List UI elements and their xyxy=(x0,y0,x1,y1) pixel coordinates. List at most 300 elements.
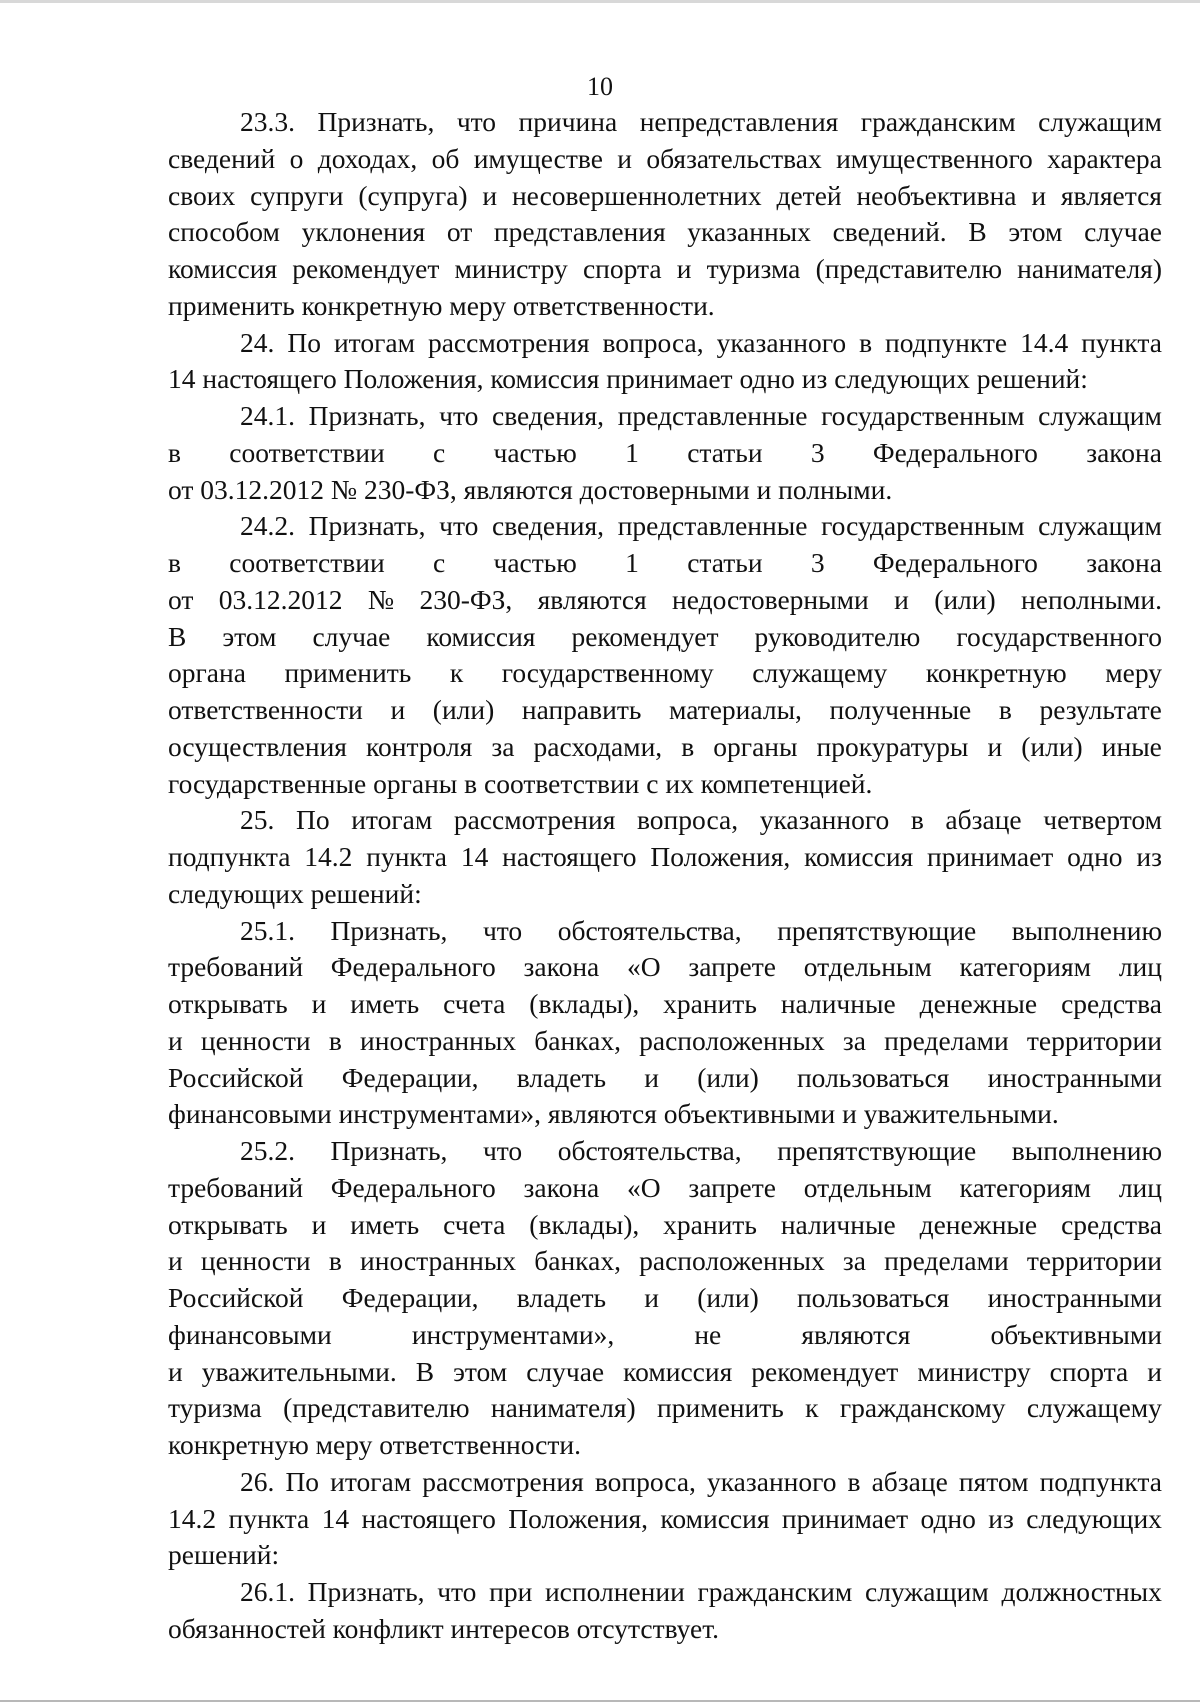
word: требований xyxy=(168,951,304,983)
word: и xyxy=(617,142,632,174)
word: наличные xyxy=(780,988,896,1019)
word: территории xyxy=(1026,1245,1162,1277)
word: и xyxy=(894,583,909,615)
word: в xyxy=(859,326,873,358)
word: с xyxy=(432,547,446,578)
word: четвертом xyxy=(1043,804,1162,836)
word: комиссия xyxy=(168,253,278,284)
word: отдельным xyxy=(803,951,932,983)
word: закона xyxy=(1086,547,1162,578)
word: и xyxy=(987,730,1003,762)
word: комиссия xyxy=(660,1502,770,1534)
word: итогам xyxy=(333,326,415,358)
text-line xyxy=(168,1207,1162,1244)
word: денежные xyxy=(919,988,1038,1019)
word: Российской xyxy=(168,1061,304,1093)
word: в xyxy=(998,694,1012,725)
paragraph-first-line xyxy=(168,802,1162,839)
word: за xyxy=(842,1245,866,1277)
word: к xyxy=(449,657,464,689)
paragraph-first-line xyxy=(168,1133,1162,1170)
word: подпункте xyxy=(885,326,1008,358)
text-line xyxy=(168,1170,1162,1207)
word: и xyxy=(168,1355,183,1387)
word: случае xyxy=(1084,216,1162,248)
text-line: от 03.12.2012 № 230-ФЗ, являются достоверными и полными. xyxy=(168,473,893,505)
word: супруги xyxy=(250,179,344,211)
word: что xyxy=(482,914,523,946)
word: выполнению xyxy=(1011,1135,1162,1166)
word: являются xyxy=(801,1318,911,1350)
word: расходами, xyxy=(533,730,663,762)
word: и xyxy=(1031,179,1047,211)
word: Признать, xyxy=(307,1576,425,1607)
word: в xyxy=(328,1245,342,1277)
word: не xyxy=(694,1318,722,1350)
word: ответственности xyxy=(168,694,363,725)
word: 23.3. xyxy=(240,106,295,137)
word: этом xyxy=(1008,216,1063,248)
word: и xyxy=(311,988,327,1019)
word: меру xyxy=(1105,657,1162,689)
word: счета xyxy=(443,1208,506,1240)
word: что xyxy=(439,400,479,431)
text-line xyxy=(168,214,1162,251)
word: в xyxy=(328,1024,342,1056)
word: расположенных xyxy=(639,1245,825,1277)
word: абзаце xyxy=(871,1465,948,1497)
word: 03.12.2012 xyxy=(218,583,343,615)
word: выполнению xyxy=(1011,914,1162,946)
word: Признать, xyxy=(330,1135,448,1166)
paragraph-first-line xyxy=(168,104,1162,141)
word: министру xyxy=(917,1355,1031,1387)
word: итогам xyxy=(330,1465,412,1497)
word: абзаце xyxy=(945,804,1022,836)
word: одно xyxy=(920,1502,976,1534)
word: обстоятельства, xyxy=(557,914,742,946)
word: и xyxy=(676,253,692,284)
word: Федерального xyxy=(872,436,1038,468)
word: прокуратуры xyxy=(816,730,969,762)
word: В xyxy=(968,216,987,248)
word: доходах, xyxy=(317,142,418,174)
word: должностных xyxy=(1001,1576,1162,1607)
word: неполными. xyxy=(1021,583,1162,615)
word: и xyxy=(390,694,406,725)
word: 1 xyxy=(625,436,639,468)
word: подпункта xyxy=(1039,1465,1162,1497)
word: от xyxy=(168,583,194,615)
word: хранить xyxy=(663,1208,757,1240)
text-line xyxy=(168,1390,1162,1427)
word: иметь xyxy=(350,1208,420,1240)
word: осуществления xyxy=(168,730,347,762)
word: (представителю xyxy=(815,253,1002,284)
document-body xyxy=(168,104,1162,1648)
word: Федерации, xyxy=(341,1061,479,1093)
word: детей xyxy=(776,179,842,211)
word: требований xyxy=(168,1171,304,1203)
paragraph-first-line xyxy=(168,508,1162,545)
word: в xyxy=(168,547,181,578)
word: иностранных xyxy=(360,1245,517,1277)
word: уважительными. xyxy=(201,1355,397,1387)
text-line xyxy=(168,619,1162,656)
word: министру xyxy=(454,253,568,284)
word: рекомендует xyxy=(292,253,440,284)
word: Признать, xyxy=(317,106,435,137)
word: и xyxy=(311,1208,327,1240)
word: и xyxy=(644,1061,660,1093)
word: лиц xyxy=(1118,1171,1162,1203)
word: об xyxy=(431,142,460,174)
text-line: 14 настоящего Положения, комиссия принимает одно из следующих решений: xyxy=(168,363,1088,395)
paragraph-first-line xyxy=(168,398,1162,435)
word: иностранными xyxy=(987,1282,1162,1313)
word: спорта xyxy=(582,253,662,284)
word: отдельным xyxy=(803,1171,932,1203)
word: «О xyxy=(627,951,661,983)
word: рассмотрения xyxy=(453,804,616,836)
word: государственного xyxy=(956,620,1162,652)
word: закона xyxy=(523,951,600,983)
word: причина xyxy=(518,106,618,137)
word: несовершеннолетних xyxy=(511,179,762,211)
paragraph-first-line xyxy=(168,325,1162,362)
word: представленные xyxy=(617,510,808,542)
word: и xyxy=(168,1245,183,1277)
word: 25.1. xyxy=(240,914,295,946)
word: что xyxy=(437,1576,477,1607)
word: банках, xyxy=(534,1024,621,1056)
text-line xyxy=(168,655,1162,692)
word: служащим xyxy=(1038,106,1162,137)
word: ценности xyxy=(200,1245,311,1277)
word: указанного xyxy=(716,326,847,358)
word: конкретную xyxy=(925,657,1067,689)
word: Федерального xyxy=(330,1171,496,1203)
word: органа xyxy=(168,657,246,689)
word: настоящего xyxy=(361,1502,496,1534)
word: расположенных xyxy=(639,1024,825,1056)
word: пятом xyxy=(958,1465,1029,1497)
word: обстоятельства, xyxy=(557,1135,742,1166)
word: 14 xyxy=(321,1502,350,1534)
word: с xyxy=(432,436,446,468)
word: владеть xyxy=(516,1061,607,1093)
word: пределами xyxy=(884,1024,1009,1056)
word: инструментами», xyxy=(411,1318,615,1350)
word: 24.1. xyxy=(240,400,295,431)
word: служащему xyxy=(1026,1392,1162,1424)
word: пределами xyxy=(884,1245,1009,1277)
word: рекомендует xyxy=(751,1355,899,1387)
word: и xyxy=(482,179,498,211)
word: 26. xyxy=(240,1465,275,1497)
word: служащим xyxy=(1038,510,1162,542)
word: обязательствах xyxy=(646,142,822,174)
text-line xyxy=(168,729,1162,766)
word: этом xyxy=(453,1355,508,1387)
word: 1 xyxy=(625,547,639,578)
word: (вклады), xyxy=(529,988,640,1019)
word: запрете xyxy=(688,951,776,983)
word: характера xyxy=(1047,142,1162,174)
word: частью xyxy=(493,436,577,468)
word: в xyxy=(910,804,924,836)
paragraph-first-line xyxy=(168,1574,1162,1611)
word: пункта xyxy=(1081,326,1162,358)
word: владеть xyxy=(516,1282,607,1313)
word: государственным xyxy=(821,400,1025,431)
word: хранить xyxy=(663,988,757,1019)
word: за xyxy=(491,730,515,762)
word: и xyxy=(168,1024,183,1056)
word: вопроса, xyxy=(594,1465,696,1497)
word: Признать, xyxy=(308,510,426,542)
word: в xyxy=(681,730,695,762)
text-line xyxy=(168,141,1162,178)
word: за xyxy=(842,1024,866,1056)
text-line: применить конкретную меру ответственности. xyxy=(168,289,715,321)
text-line xyxy=(168,1060,1162,1097)
word: пользоваться xyxy=(796,1061,950,1093)
word: исполнении xyxy=(544,1576,685,1607)
word: (или) xyxy=(697,1282,759,1313)
word: вопроса, xyxy=(637,804,739,836)
text-line xyxy=(168,178,1162,215)
word: следующих xyxy=(1026,1502,1162,1534)
word: Федерации, xyxy=(341,1282,479,1313)
word: комиссия xyxy=(623,1355,733,1387)
word: соответствии xyxy=(229,547,385,578)
word: 3 xyxy=(810,436,825,468)
word: пользоваться xyxy=(796,1282,950,1313)
word: указанных xyxy=(687,216,811,248)
word: рекомендует xyxy=(571,620,719,652)
word: лиц xyxy=(1118,951,1162,983)
scan-top-edge xyxy=(0,0,1200,3)
word: средства xyxy=(1061,1208,1162,1240)
word: (или) xyxy=(432,694,495,725)
word: территории xyxy=(1026,1024,1162,1056)
word: государственным xyxy=(821,510,1025,542)
word: туризма xyxy=(706,253,801,284)
word: одно xyxy=(1067,841,1123,872)
word: настоящего xyxy=(502,841,637,872)
word: иностранных xyxy=(360,1024,517,1056)
word: недостоверными xyxy=(672,583,869,615)
word: Российской xyxy=(168,1282,304,1313)
word: в xyxy=(168,436,181,468)
word: В xyxy=(168,620,187,652)
word: гражданскому xyxy=(839,1392,1006,1424)
word: случае xyxy=(526,1355,605,1387)
word: уклонения xyxy=(301,216,426,248)
word: о xyxy=(289,142,304,174)
word: в xyxy=(847,1465,861,1497)
word: к xyxy=(805,1392,819,1424)
word: финансовыми xyxy=(168,1318,332,1350)
word: (вклады), xyxy=(529,1208,640,1240)
word: 14.2 xyxy=(304,841,353,872)
text-line: конкретную меру ответственности. xyxy=(168,1429,581,1460)
word: способом xyxy=(168,216,280,248)
word: Признать, xyxy=(308,400,426,431)
word: применить xyxy=(657,1392,784,1424)
word: случае xyxy=(312,620,391,652)
word: этом xyxy=(222,620,277,652)
text-line xyxy=(168,1280,1162,1317)
word: закона xyxy=(523,1171,600,1203)
word: 25. xyxy=(240,804,275,836)
word: банках, xyxy=(534,1245,621,1277)
text-line: финансовыми инструментами», являются объективными и уважительными. xyxy=(168,1098,1059,1130)
word: принимает xyxy=(927,841,1054,872)
word: (или) xyxy=(697,1061,759,1093)
word: По xyxy=(287,326,321,358)
word: препятствующие xyxy=(777,1135,977,1166)
word: наличные xyxy=(780,1208,896,1240)
word: 24. xyxy=(240,326,275,358)
word: сведения, xyxy=(492,400,605,431)
word: частью xyxy=(493,547,577,578)
word: иностранными xyxy=(987,1061,1162,1093)
word: рассмотрения xyxy=(427,326,590,358)
word: что xyxy=(439,510,479,542)
word: 3 xyxy=(810,547,825,578)
word: руководителю xyxy=(754,620,921,652)
word: По xyxy=(295,804,330,836)
text-line xyxy=(168,1354,1162,1391)
word: (или) xyxy=(1021,730,1083,762)
word: объективными xyxy=(990,1318,1162,1350)
word: 26.1. xyxy=(240,1576,295,1607)
word: при xyxy=(489,1576,533,1607)
word: вопроса, xyxy=(602,326,704,358)
word: принимает xyxy=(781,1502,909,1534)
text-line xyxy=(168,1317,1162,1354)
word: контроля xyxy=(366,730,473,762)
word: 14 xyxy=(460,841,489,872)
text-line xyxy=(168,949,1162,986)
word: ценности xyxy=(200,1024,311,1056)
word: имуществе xyxy=(473,142,603,174)
word: категориям xyxy=(959,951,1092,983)
word: открывать xyxy=(168,1208,288,1240)
text-line xyxy=(168,1501,1162,1538)
word: пункта xyxy=(228,1502,310,1534)
word: Положения, xyxy=(650,841,791,872)
text-line xyxy=(168,1023,1162,1060)
text-line: решений: xyxy=(168,1539,280,1571)
word: органы xyxy=(713,730,798,762)
word: (представителю xyxy=(283,1392,470,1424)
word: необъективна xyxy=(856,179,1017,211)
word: служащим xyxy=(864,1576,989,1607)
word: и xyxy=(1147,1355,1162,1387)
word: статьи xyxy=(687,436,763,468)
word: служащему xyxy=(752,657,888,689)
word: применить xyxy=(284,657,412,689)
word: категориям xyxy=(959,1171,1092,1203)
word: иные xyxy=(1101,730,1162,762)
word: от xyxy=(446,216,473,248)
word: (супруга) xyxy=(358,179,468,211)
word: 230-ФЗ, xyxy=(419,583,513,615)
word: По xyxy=(285,1465,320,1497)
word: государственному xyxy=(501,657,714,689)
word: подпункта xyxy=(168,841,291,872)
word: гражданским xyxy=(860,106,1016,137)
text-line xyxy=(168,839,1162,876)
word: комиссия xyxy=(426,620,536,652)
word: средства xyxy=(1061,988,1162,1019)
word: «О xyxy=(627,1171,661,1203)
text-line xyxy=(168,1243,1162,1280)
word: своих xyxy=(168,179,236,211)
text-line: следующих решений: xyxy=(168,877,422,909)
word: результате xyxy=(1039,694,1162,725)
text-line: государственные органы в соответствии с их компетенцией. xyxy=(168,767,873,799)
word: указанного xyxy=(759,804,890,836)
word: является xyxy=(1060,179,1162,211)
paragraph-first-line xyxy=(168,913,1162,950)
word: что xyxy=(456,106,497,137)
word: Федерального xyxy=(872,547,1038,578)
word: статьи xyxy=(687,547,763,578)
text-line: обязанностей конфликт интересов отсутствует. xyxy=(168,1612,720,1644)
word: имущественного xyxy=(836,142,1033,174)
word: направить xyxy=(521,694,642,725)
word: В xyxy=(415,1355,435,1387)
word: пункта xyxy=(366,841,447,872)
word: Федерального xyxy=(330,951,496,983)
word: что xyxy=(482,1135,523,1166)
paragraph-first-line xyxy=(168,1464,1162,1501)
word: полученные xyxy=(829,694,972,725)
word: представленные xyxy=(617,400,808,431)
word: закона xyxy=(1086,436,1162,468)
scan-bottom-edge xyxy=(0,1700,1200,1702)
word: нанимателя) xyxy=(490,1392,636,1424)
word: открывать xyxy=(168,988,288,1019)
word: из xyxy=(1136,841,1162,872)
word: туризма xyxy=(168,1392,262,1424)
word: сведения, xyxy=(492,510,605,542)
word: являются xyxy=(537,583,647,615)
word: 14.4 xyxy=(1020,326,1069,358)
text-line xyxy=(168,545,1162,582)
word: 25.2. xyxy=(240,1135,295,1166)
word: Признать, xyxy=(330,914,448,946)
text-line xyxy=(168,986,1162,1023)
word: препятствующие xyxy=(777,914,977,946)
word: итогам xyxy=(351,804,433,836)
word: указанного xyxy=(706,1465,837,1497)
word: запрете xyxy=(688,1171,776,1203)
word: денежные xyxy=(919,1208,1038,1240)
text-line xyxy=(168,251,1162,288)
word: гражданским xyxy=(697,1576,853,1607)
word: 24.2. xyxy=(240,510,295,542)
word: сведений. xyxy=(832,216,947,248)
word: Положения, xyxy=(508,1502,649,1534)
word: служащим xyxy=(1038,400,1162,431)
word: нанимателя) xyxy=(1017,253,1162,284)
word: иметь xyxy=(350,988,420,1019)
